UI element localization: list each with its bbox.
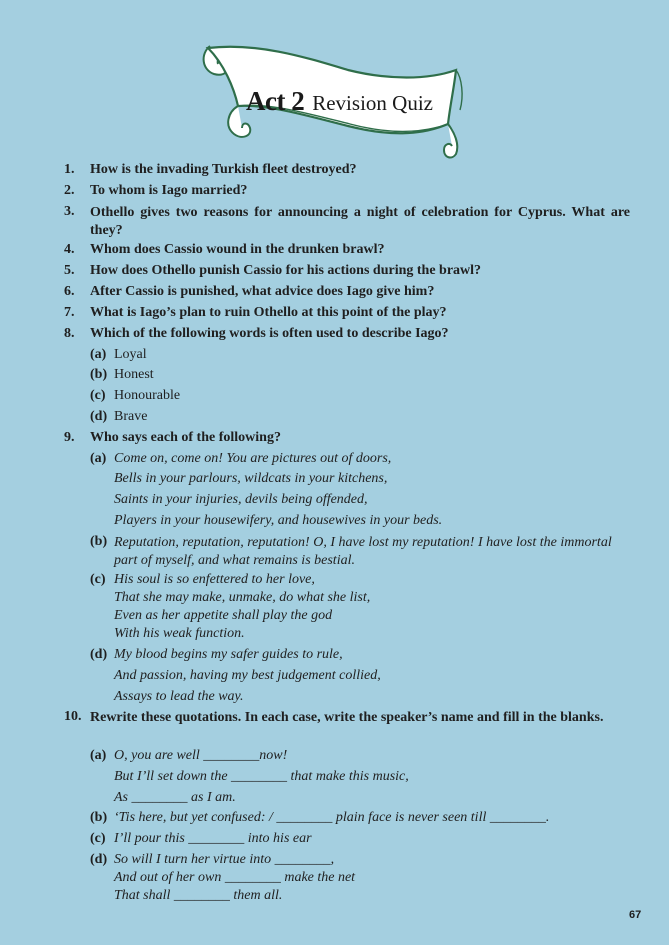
question-number: 9. [64, 430, 75, 445]
question-text: Who says each of the following? [90, 430, 281, 445]
quote-line: Bells in your parlours, wildcats in your kitchens, [114, 471, 388, 486]
question-text: To whom is Iago married? [90, 183, 248, 198]
question-text: After Cassio is punished, what advice does Iago give him? [90, 284, 435, 299]
quote-line: As ________ as I am. [114, 790, 236, 805]
question-text: Whom does Cassio wound in the drunken brawl? [90, 242, 385, 257]
question-text: How is the invading Turkish fleet destroyed? [90, 162, 357, 177]
option-label: (a) [90, 347, 107, 362]
quote-line: Even as her appetite shall play the god [114, 608, 333, 623]
quote-label: (b) [90, 534, 108, 549]
question-number: 8. [64, 326, 75, 341]
quote-line: So will I turn her virtue into ________, [114, 852, 335, 867]
option-label: (b) [90, 367, 108, 382]
page-number: 67 [629, 909, 642, 921]
quote-label: (d) [90, 852, 108, 867]
quote-line: My blood begins my safer guides to rule, [114, 647, 343, 662]
quote-line: ‘Tis here, but yet confused: / ________ plain face is never seen till ________. [114, 810, 550, 825]
quote-label: (b) [90, 810, 108, 825]
quote-line: His soul is so enfettered to her love, [114, 572, 315, 587]
option-text: Loyal [114, 347, 147, 362]
quote-line: With his weak function. [114, 626, 245, 641]
question-text: Rewrite these quotations. In each case, write the speaker’s name and fill in the blanks. [90, 710, 604, 725]
question-text: Othello gives two reasons for announcing a night of celebration for Cyprus. What are they? [90, 205, 630, 238]
quote-label: (c) [90, 572, 106, 587]
quote-line: That shall ________ them all. [114, 888, 283, 903]
quote-line: And out of her own ________ make the net [114, 870, 356, 885]
option-text: Honourable [114, 388, 181, 403]
question-number: 4. [64, 242, 75, 257]
quote-line: Assays to lead the way. [114, 689, 244, 704]
option-text: Brave [114, 409, 148, 424]
quote-line: Come on, come on! You are pictures out of doors, [114, 451, 392, 466]
question-number: 7. [64, 305, 75, 320]
quote-line: And passion, having my best judgement collied, [114, 668, 381, 683]
question-number: 1. [64, 162, 75, 177]
option-text: Honest [114, 367, 154, 382]
quote-label: (a) [90, 748, 107, 763]
question-text: How does Othello punish Cassio for his actions during the brawl? [90, 263, 482, 278]
quote-line: I’ll pour this ________ into his ear [114, 831, 312, 846]
question-number: 10. [64, 709, 82, 724]
quiz-subtitle: Revision Quiz [312, 91, 433, 115]
question-number: 2. [64, 183, 75, 198]
option-label: (c) [90, 388, 106, 403]
question-text: What is Iago’s plan to ruin Othello at this point of the play? [90, 305, 447, 320]
quote-line: Players in your housewifery, and housewives in your beds. [114, 513, 443, 528]
quote-line: But I’ll set down the ________ that make this music, [114, 769, 409, 784]
question-number: 5. [64, 263, 75, 278]
quote-line: O, you are well ________now! [114, 748, 288, 763]
quote-label: (a) [90, 451, 107, 466]
question-number: 6. [64, 284, 75, 299]
quote-label: (d) [90, 647, 108, 662]
quote-label: (c) [90, 831, 106, 846]
quote-line: Reputation, reputation, reputation! O, I have lost my reputation! I have lost the immortal part of myself, and what remains is bestial. [114, 535, 612, 568]
question-text: Which of the following words is often used to describe Iago? [90, 326, 449, 341]
option-label: (d) [90, 409, 108, 424]
question-number: 3. [64, 204, 75, 219]
quote-line: Saints in your injuries, devils being offended, [114, 492, 368, 507]
act-label: Act 2 [246, 86, 305, 116]
quote-line: That she may make, unmake, do what she list, [114, 590, 371, 605]
